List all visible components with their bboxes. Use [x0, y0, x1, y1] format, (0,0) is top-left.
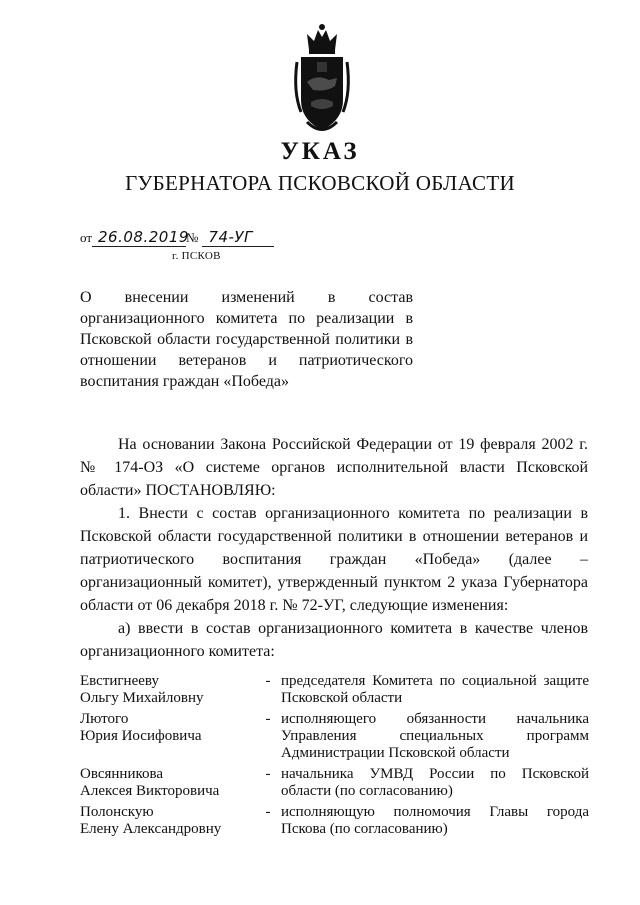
member-position: начальника УМВД России по Псковской области (по согласованию)	[281, 766, 589, 799]
list-item	[80, 711, 590, 762]
member-name: Овсянникова Алексея Викторовича	[80, 766, 220, 799]
member-position: председателя Комитета по социальной защите Псковской области	[281, 673, 589, 706]
list-item	[80, 766, 590, 800]
member-dash: -	[265, 673, 271, 689]
member-name: Полонскую Елену Александровну	[80, 804, 222, 837]
document-subtitle: ГУБЕРНАТОРА ПСКОВСКОЙ ОБЛАСТИ	[125, 171, 515, 195]
paragraph-basis: На основании Закона Российской Федерации от 19 февраля 2002 г. № 174-ОЗ «О системе органов исполнительной власти Псковской области» ПОСТАНОВЛЯЮ:	[80, 436, 588, 499]
member-dash: -	[265, 804, 271, 820]
number-prefix: №	[186, 230, 199, 245]
member-name: Евстигнееву Ольгу Михайловну	[80, 673, 204, 706]
city-label: г. ПСКОВ	[172, 250, 221, 262]
members-list	[80, 673, 590, 842]
date-prefix: от	[80, 230, 93, 245]
member-position: исполняющего обязанности начальника Управления специальных программ Администрации Псковской области	[281, 711, 589, 761]
member-dash: -	[265, 711, 271, 727]
member-dash: -	[265, 766, 271, 782]
coat-of-arms-icon	[287, 22, 357, 137]
member-position: исполняющую полномочия Главы города Пскова (по согласованию)	[281, 804, 589, 837]
member-name: Лютого Юрия Иосифовича	[80, 711, 202, 744]
paragraph-item-1: 1. Внести с состав организационного комитета по реализации в Псковской области государственной политики в отношении ветеранов и патриотического воспитания граждан «Победа» (далее – организационный комитет), утвержденный пунктом 2 указа Губернатора области от 06 декабря 2018 г. № 72-УГ, следующие изменения:	[80, 505, 588, 614]
list-item	[80, 804, 590, 838]
body-text	[80, 433, 588, 663]
number-handwritten: 74-УГ	[202, 228, 274, 247]
date-handwritten: 26.08.2019	[92, 228, 186, 247]
list-item	[80, 673, 590, 707]
date-number-line	[80, 228, 274, 247]
paragraph-item-a: а) ввести в состав организационного комитета в качестве членов организационного комитета:	[80, 620, 588, 660]
document-title: УКАЗ	[280, 138, 360, 165]
subject-block: О внесении изменений в состав организационного комитета по реализации в Псковской области государственной политики в отношении ветеранов и патриотического воспитания граждан «Победа»	[80, 289, 413, 390]
